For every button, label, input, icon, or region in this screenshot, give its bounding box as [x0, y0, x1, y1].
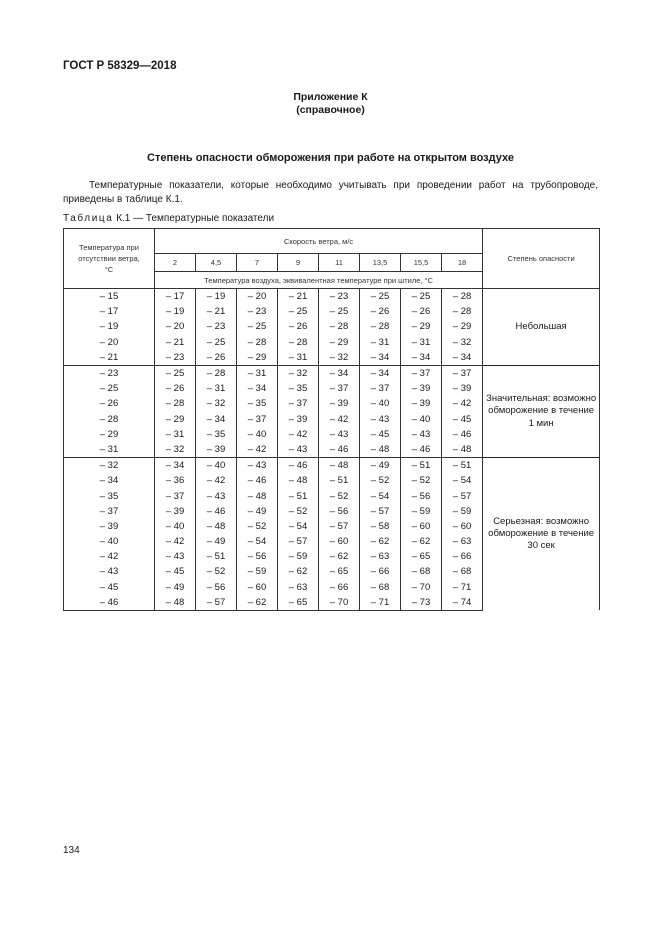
equivalent-temp-cell: – 54 [278, 519, 319, 534]
calm-temp-cell: – 23 [64, 366, 155, 381]
equivalent-temp-cell: – 68 [360, 580, 401, 595]
equivalent-temp-cell: – 40 [196, 458, 237, 473]
equivalent-temp-cell: – 66 [442, 549, 483, 564]
equivalent-temp-cell: – 56 [401, 488, 442, 503]
equivalent-temp-cell: – 43 [155, 549, 196, 564]
equivalent-temp-cell: – 43 [237, 458, 278, 473]
equivalent-temp-cell: – 62 [278, 564, 319, 579]
equivalent-temp-cell: – 32 [196, 396, 237, 411]
speed-header: 2 [155, 254, 196, 272]
equivalent-temp-cell: – 56 [196, 580, 237, 595]
speed-header: 4,5 [196, 254, 237, 272]
equivalent-temp-cell: – 43 [401, 427, 442, 442]
header-danger-level: Степень опасности [483, 229, 600, 289]
equivalent-temp-cell: – 74 [442, 595, 483, 611]
equivalent-temp-cell: – 59 [401, 504, 442, 519]
equivalent-temp-cell: – 46 [319, 442, 360, 458]
calm-temp-cell: – 46 [64, 595, 155, 611]
calm-temp-cell: – 15 [64, 289, 155, 304]
equivalent-temp-cell: – 31 [360, 335, 401, 350]
equivalent-temp-cell: – 40 [237, 427, 278, 442]
temperature-table [63, 228, 600, 611]
equivalent-temp-cell: – 29 [319, 335, 360, 350]
equivalent-temp-cell: – 73 [401, 595, 442, 611]
equivalent-temp-cell: – 43 [360, 412, 401, 427]
table-row [64, 289, 600, 304]
equivalent-temp-cell: – 28 [442, 289, 483, 304]
page-number: 134 [63, 845, 80, 856]
speed-header: 7 [237, 254, 278, 272]
equivalent-temp-cell: – 32 [319, 350, 360, 366]
equivalent-temp-cell: – 35 [237, 396, 278, 411]
calm-temp-cell: – 17 [64, 304, 155, 319]
equivalent-temp-cell: – 34 [360, 366, 401, 381]
equivalent-temp-cell: – 57 [319, 519, 360, 534]
equivalent-temp-cell: – 25 [360, 289, 401, 304]
equivalent-temp-cell: – 51 [401, 458, 442, 473]
equivalent-temp-cell: – 62 [319, 549, 360, 564]
header-temp-no-wind: Температура при отсутствии ветра, °С [64, 229, 155, 289]
calm-temp-cell: – 42 [64, 549, 155, 564]
equivalent-temp-cell: – 20 [237, 289, 278, 304]
equivalent-temp-cell: – 52 [401, 473, 442, 488]
equivalent-temp-cell: – 39 [319, 396, 360, 411]
speed-header: 13,5 [360, 254, 401, 272]
equivalent-temp-cell: – 34 [196, 412, 237, 427]
equivalent-temp-cell: – 37 [442, 366, 483, 381]
equivalent-temp-cell: – 48 [442, 442, 483, 458]
equivalent-temp-cell: – 49 [155, 580, 196, 595]
equivalent-temp-cell: – 66 [319, 580, 360, 595]
equivalent-temp-cell: – 42 [155, 534, 196, 549]
header-wind-speed: Скорость ветра, м/с [155, 229, 483, 254]
equivalent-temp-cell: – 25 [278, 304, 319, 319]
equivalent-temp-cell: – 63 [278, 580, 319, 595]
equivalent-temp-cell: – 60 [401, 519, 442, 534]
equivalent-temp-cell: – 65 [278, 595, 319, 611]
equivalent-temp-cell: – 52 [278, 504, 319, 519]
annex-title: Приложение К [293, 91, 368, 103]
equivalent-temp-cell: – 34 [442, 350, 483, 366]
equivalent-temp-cell: – 32 [155, 442, 196, 458]
danger-level-cell: Серьезная: возможно обморожение в течение 30 сек [483, 458, 600, 610]
equivalent-temp-cell: – 51 [319, 473, 360, 488]
calm-temp-cell: – 34 [64, 473, 155, 488]
table-row [64, 458, 600, 473]
equivalent-temp-cell: – 46 [278, 458, 319, 473]
equivalent-temp-cell: – 21 [155, 335, 196, 350]
header-equivalent-temp: Температура воздуха, эквивалентная температуре при штиле, °С [155, 272, 483, 289]
equivalent-temp-cell: – 23 [237, 304, 278, 319]
equivalent-temp-cell: – 57 [196, 595, 237, 611]
equivalent-temp-cell: – 46 [442, 427, 483, 442]
table-caption [63, 213, 274, 224]
equivalent-temp-cell: – 42 [442, 396, 483, 411]
equivalent-temp-cell: – 57 [278, 534, 319, 549]
speed-header: 18 [442, 254, 483, 272]
equivalent-temp-cell: – 48 [237, 488, 278, 503]
calm-temp-cell: – 43 [64, 564, 155, 579]
intro-paragraph: Температурные показатели, которые необходимо учитывать при проведении работ на трубопроводе, приведены в таблице К.1. [63, 180, 598, 205]
equivalent-temp-cell: – 26 [278, 319, 319, 334]
equivalent-temp-cell: – 28 [442, 304, 483, 319]
equivalent-temp-cell: – 49 [360, 458, 401, 473]
equivalent-temp-cell: – 49 [196, 534, 237, 549]
equivalent-temp-cell: – 26 [360, 304, 401, 319]
equivalent-temp-cell: – 37 [360, 381, 401, 396]
equivalent-temp-cell: – 43 [278, 442, 319, 458]
equivalent-temp-cell: – 29 [442, 319, 483, 334]
equivalent-temp-cell: – 58 [360, 519, 401, 534]
equivalent-temp-cell: – 39 [401, 381, 442, 396]
equivalent-temp-cell: – 31 [237, 366, 278, 381]
annex-subtitle: (справочное) [296, 104, 365, 116]
equivalent-temp-cell: – 34 [360, 350, 401, 366]
equivalent-temp-cell: – 51 [278, 488, 319, 503]
equivalent-temp-cell: – 54 [360, 488, 401, 503]
equivalent-temp-cell: – 25 [319, 304, 360, 319]
equivalent-temp-cell: – 28 [196, 366, 237, 381]
equivalent-temp-cell: – 51 [196, 549, 237, 564]
equivalent-temp-cell: – 17 [155, 289, 196, 304]
equivalent-temp-cell: – 48 [278, 473, 319, 488]
equivalent-temp-cell: – 28 [360, 319, 401, 334]
calm-temp-cell: – 37 [64, 504, 155, 519]
equivalent-temp-cell: – 63 [360, 549, 401, 564]
equivalent-temp-cell: – 40 [155, 519, 196, 534]
calm-temp-cell: – 21 [64, 350, 155, 366]
equivalent-temp-cell: – 45 [360, 427, 401, 442]
equivalent-temp-cell: – 21 [278, 289, 319, 304]
equivalent-temp-cell: – 35 [196, 427, 237, 442]
calm-temp-cell: – 45 [64, 580, 155, 595]
equivalent-temp-cell: – 20 [155, 319, 196, 334]
equivalent-temp-cell: – 66 [360, 564, 401, 579]
calm-temp-cell: – 39 [64, 519, 155, 534]
equivalent-temp-cell: – 56 [237, 549, 278, 564]
equivalent-temp-cell: – 25 [196, 335, 237, 350]
equivalent-temp-cell: – 59 [237, 564, 278, 579]
equivalent-temp-cell: – 52 [196, 564, 237, 579]
equivalent-temp-cell: – 37 [155, 488, 196, 503]
equivalent-temp-cell: – 29 [401, 319, 442, 334]
equivalent-temp-cell: – 28 [155, 396, 196, 411]
equivalent-temp-cell: – 36 [155, 473, 196, 488]
equivalent-temp-cell: – 63 [442, 534, 483, 549]
equivalent-temp-cell: – 19 [155, 304, 196, 319]
equivalent-temp-cell: – 52 [237, 519, 278, 534]
equivalent-temp-cell: – 71 [442, 580, 483, 595]
equivalent-temp-cell: – 46 [401, 442, 442, 458]
calm-temp-cell: – 32 [64, 458, 155, 473]
equivalent-temp-cell: – 45 [442, 412, 483, 427]
equivalent-temp-cell: – 37 [237, 412, 278, 427]
equivalent-temp-cell: – 34 [237, 381, 278, 396]
equivalent-temp-cell: – 29 [155, 412, 196, 427]
equivalent-temp-cell: – 62 [401, 534, 442, 549]
equivalent-temp-cell: – 52 [319, 488, 360, 503]
calm-temp-cell: – 28 [64, 412, 155, 427]
table-caption-label: Таблица [63, 213, 114, 224]
equivalent-temp-cell: – 42 [278, 427, 319, 442]
calm-temp-cell: – 25 [64, 381, 155, 396]
equivalent-temp-cell: – 23 [155, 350, 196, 366]
equivalent-temp-cell: – 31 [155, 427, 196, 442]
equivalent-temp-cell: – 60 [442, 519, 483, 534]
equivalent-temp-cell: – 46 [237, 473, 278, 488]
equivalent-temp-cell: – 37 [319, 381, 360, 396]
equivalent-temp-cell: – 31 [196, 381, 237, 396]
equivalent-temp-cell: – 60 [319, 534, 360, 549]
equivalent-temp-cell: – 40 [401, 412, 442, 427]
speed-header: 15,5 [401, 254, 442, 272]
document-id: ГОСТ Р 58329—2018 [63, 60, 177, 72]
equivalent-temp-cell: – 54 [237, 534, 278, 549]
equivalent-temp-cell: – 25 [401, 289, 442, 304]
equivalent-temp-cell: – 39 [155, 504, 196, 519]
equivalent-temp-cell: – 51 [442, 458, 483, 473]
equivalent-temp-cell: – 39 [442, 381, 483, 396]
calm-temp-cell: – 26 [64, 396, 155, 411]
equivalent-temp-cell: – 19 [196, 289, 237, 304]
equivalent-temp-cell: – 48 [196, 519, 237, 534]
equivalent-temp-cell: – 39 [196, 442, 237, 458]
speed-header: 9 [278, 254, 319, 272]
equivalent-temp-cell: – 57 [442, 488, 483, 503]
equivalent-temp-cell: – 37 [401, 366, 442, 381]
equivalent-temp-cell: – 43 [196, 488, 237, 503]
equivalent-temp-cell: – 62 [360, 534, 401, 549]
equivalent-temp-cell: – 31 [278, 350, 319, 366]
calm-temp-cell: – 40 [64, 534, 155, 549]
table-body [64, 289, 600, 611]
annex-heading [0, 91, 661, 117]
equivalent-temp-cell: – 45 [155, 564, 196, 579]
equivalent-temp-cell: – 34 [319, 366, 360, 381]
equivalent-temp-cell: – 59 [442, 504, 483, 519]
equivalent-temp-cell: – 34 [401, 350, 442, 366]
table-row [64, 366, 600, 381]
equivalent-temp-cell: – 23 [319, 289, 360, 304]
equivalent-temp-cell: – 23 [196, 319, 237, 334]
equivalent-temp-cell: – 26 [196, 350, 237, 366]
equivalent-temp-cell: – 62 [237, 595, 278, 611]
equivalent-temp-cell: – 26 [401, 304, 442, 319]
danger-level-cell: Значительная: возможно обморожение в течение 1 мин [483, 366, 600, 458]
equivalent-temp-cell: – 35 [278, 381, 319, 396]
equivalent-temp-cell: – 68 [442, 564, 483, 579]
calm-temp-cell: – 20 [64, 335, 155, 350]
table-caption-text: К.1 — Температурные показатели [116, 213, 275, 224]
calm-temp-cell: – 19 [64, 319, 155, 334]
equivalent-temp-cell: – 65 [319, 564, 360, 579]
table-header [64, 229, 600, 289]
equivalent-temp-cell: – 46 [196, 504, 237, 519]
calm-temp-cell: – 35 [64, 488, 155, 503]
equivalent-temp-cell: – 56 [319, 504, 360, 519]
equivalent-temp-cell: – 42 [319, 412, 360, 427]
speed-header: 11 [319, 254, 360, 272]
equivalent-temp-cell: – 28 [237, 335, 278, 350]
equivalent-temp-cell: – 32 [442, 335, 483, 350]
equivalent-temp-cell: – 65 [401, 549, 442, 564]
equivalent-temp-cell: – 32 [278, 366, 319, 381]
danger-level-cell: Небольшая [483, 289, 600, 365]
equivalent-temp-cell: – 57 [360, 504, 401, 519]
equivalent-temp-cell: – 42 [237, 442, 278, 458]
equivalent-temp-cell: – 52 [360, 473, 401, 488]
equivalent-temp-cell: – 43 [319, 427, 360, 442]
equivalent-temp-cell: – 25 [155, 366, 196, 381]
equivalent-temp-cell: – 39 [278, 412, 319, 427]
equivalent-temp-cell: – 60 [237, 580, 278, 595]
equivalent-temp-cell: – 40 [360, 396, 401, 411]
equivalent-temp-cell: – 26 [155, 381, 196, 396]
equivalent-temp-cell: – 48 [155, 595, 196, 611]
equivalent-temp-cell: – 21 [196, 304, 237, 319]
equivalent-temp-cell: – 54 [442, 473, 483, 488]
section-title: Степень опасности обморожения при работе на открытом воздухе [147, 152, 514, 164]
equivalent-temp-cell: – 34 [155, 458, 196, 473]
equivalent-temp-cell: – 28 [278, 335, 319, 350]
equivalent-temp-cell: – 37 [278, 396, 319, 411]
equivalent-temp-cell: – 71 [360, 595, 401, 611]
equivalent-temp-cell: – 48 [319, 458, 360, 473]
equivalent-temp-cell: – 42 [196, 473, 237, 488]
equivalent-temp-cell: – 29 [237, 350, 278, 366]
equivalent-temp-cell: – 28 [319, 319, 360, 334]
equivalent-temp-cell: – 48 [360, 442, 401, 458]
equivalent-temp-cell: – 59 [278, 549, 319, 564]
equivalent-temp-cell: – 70 [319, 595, 360, 611]
equivalent-temp-cell: – 49 [237, 504, 278, 519]
equivalent-temp-cell: – 68 [401, 564, 442, 579]
equivalent-temp-cell: – 39 [401, 396, 442, 411]
calm-temp-cell: – 29 [64, 427, 155, 442]
equivalent-temp-cell: – 70 [401, 580, 442, 595]
calm-temp-cell: – 31 [64, 442, 155, 458]
equivalent-temp-cell: – 25 [237, 319, 278, 334]
equivalent-temp-cell: – 31 [401, 335, 442, 350]
